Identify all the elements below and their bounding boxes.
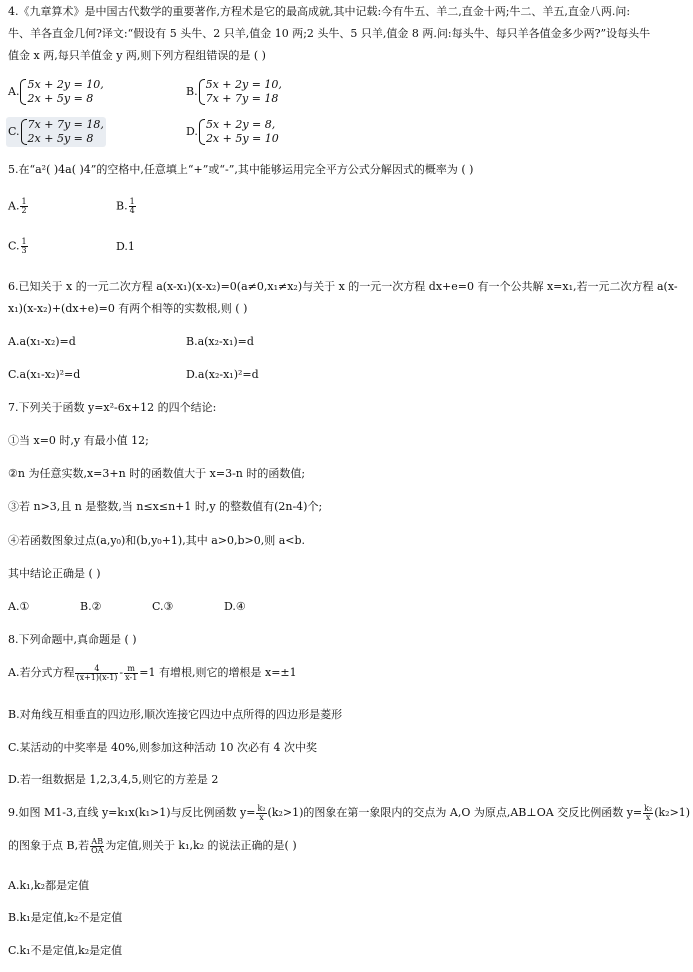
option-label: B. [186, 85, 198, 98]
q9-option-c: C.k₁不是定值,k₂是定值 [8, 944, 123, 957]
q6-stem-line-2: x₁)(x-x₂)+(dx+e)=0 有两个相等的实数根,则 ( ) [8, 302, 248, 315]
q7-option-d: D.④ [224, 600, 246, 613]
q6-option-b: B.a(x₂-x₁)=d [186, 335, 254, 348]
equation-system: 5x + 2y = 10, 2x + 5y = 8 [19, 78, 103, 106]
equation-system: 7x + 7y = 18, 2x + 5y = 8 [20, 118, 104, 146]
q5-option-b: B. $\frac{1}{4}$ [116, 197, 135, 215]
q8-option-b: B.对角线互相垂直的四边形,顺次连接它四边中点所得的四边形是菱形 [8, 708, 343, 721]
q7-option-a: A.① [8, 600, 30, 613]
equation-system: 5x + 2y = 8, 2x + 5y = 10 [198, 118, 279, 146]
option-label: D. [186, 125, 198, 138]
q9-stem-line-1: 9.如图 M1-3,直线 y=k₁x(k₁>1)与反比例函数 y= $\frac{\text{k₂}}{x}$ (k₂>1)的图象在第一象限内的交点为 A,O 为原点,AB⊥OA 交反比例函数 y= $\frac{\text{k₂}}{x}$ (k₂>1) [8, 803, 691, 822]
q7-conclusion-3: ③若 n>3,且 n 是整数,当 n≤x≤n+1 时,y 的整数值有(2n-4)个; [8, 500, 323, 513]
q4-option-b [186, 78, 282, 106]
q7-stem: 7.下列关于函数 y=x²-6x+12 的四个结论: [8, 401, 217, 414]
q9-stem-line-2: 的图象于点 B,若 $\frac{AB}{OA}$ 为定值,则关于 k₁,k₂ 的说法正确的是( ) [8, 836, 297, 855]
q5-option-d: D.1 [116, 240, 135, 253]
q6-option-c: C.a(x₁-x₂)²=d [8, 368, 81, 381]
q6-option-a: A.a(x₁-x₂)=d [8, 335, 76, 348]
option-label: C. [8, 125, 20, 138]
q7-conclusion-4: ④若函数图象过点(a,y₀)和(b,y₀+1),其中 a>0,b>0,则 a<b. [8, 534, 306, 547]
equation-system: 5x + 2y = 10, 7x + 7y = 18 [198, 78, 282, 106]
q9-option-a: A.k₁,k₂都是定值 [8, 879, 90, 892]
q8-option-d: D.若一组数据是 1,2,3,4,5,则它的方差是 2 [8, 773, 219, 786]
q7-option-b: B.② [80, 600, 102, 613]
q7-option-c: C.③ [152, 600, 174, 613]
q7-ask: 其中结论正确是 ( ) [8, 567, 101, 580]
q4-stem-line-1: 4.《九章算术》是中国古代数学的重要著作,方程术是它的最高成就,其中记载:今有牛五、羊二,直金十两;牛二、羊五,直金八两.问: [8, 5, 631, 18]
q5-option-c: C. $\frac{1}{3}$ [8, 237, 27, 255]
q8-stem: 8.下列命题中,真命题是 ( ) [8, 633, 137, 646]
q4-option-a [8, 78, 104, 106]
q4-stem-line-2: 牛、羊各直金几何?译文:“假设有 5 头牛、2 只羊,值金 10 两;2 头牛、5 只羊,值金 8 两.问:每头牛、每只羊各值金多少两?”设每头牛 [8, 27, 651, 40]
q6-option-d: D.a(x₂-x₁)²=d [186, 368, 259, 381]
q4-option-c [6, 117, 106, 147]
q5-stem: 5.在“a²( )4a( )4”的空格中,任意填上“+”或“-”,其中能够运用完全平方公式分解因式的概率为 ( ) [8, 163, 474, 176]
q4-option-d [186, 118, 279, 146]
q5-option-a: A. $\frac{1}{2}$ [8, 197, 27, 215]
q8-option-c: C.某活动的中奖率是 40%,则参加这种活动 10 次必有 4 次中奖 [8, 741, 317, 754]
q8-option-a: A.若分式方程 $\frac{4}{(x+1)(x-1)}$ - $\frac{m}{x-1}$ =1 有增根,则它的增根是 x=±1 [8, 663, 297, 682]
q7-conclusion-2: ②n 为任意实数,x=3+n 时的函数值大于 x=3-n 时的函数值; [8, 467, 306, 480]
option-label: A. [8, 85, 20, 98]
q7-conclusion-1: ①当 x=0 时,y 有最小值 12; [8, 434, 149, 447]
q4-stem-line-3: 值金 x 两,每只羊值金 y 两,则下列方程组错误的是 ( ) [8, 49, 266, 62]
q9-option-b: B.k₁是定值,k₂不是定值 [8, 911, 123, 924]
q6-stem-line-1: 6.已知关于 x 的一元二次方程 a(x-x₁)(x-x₂)=0(a≠0,x₁≠x₂)与关于 x 的一元一次方程 dx+e=0 有一个公共解 x=x₁,若一元二次方程 a(x- [8, 280, 678, 293]
